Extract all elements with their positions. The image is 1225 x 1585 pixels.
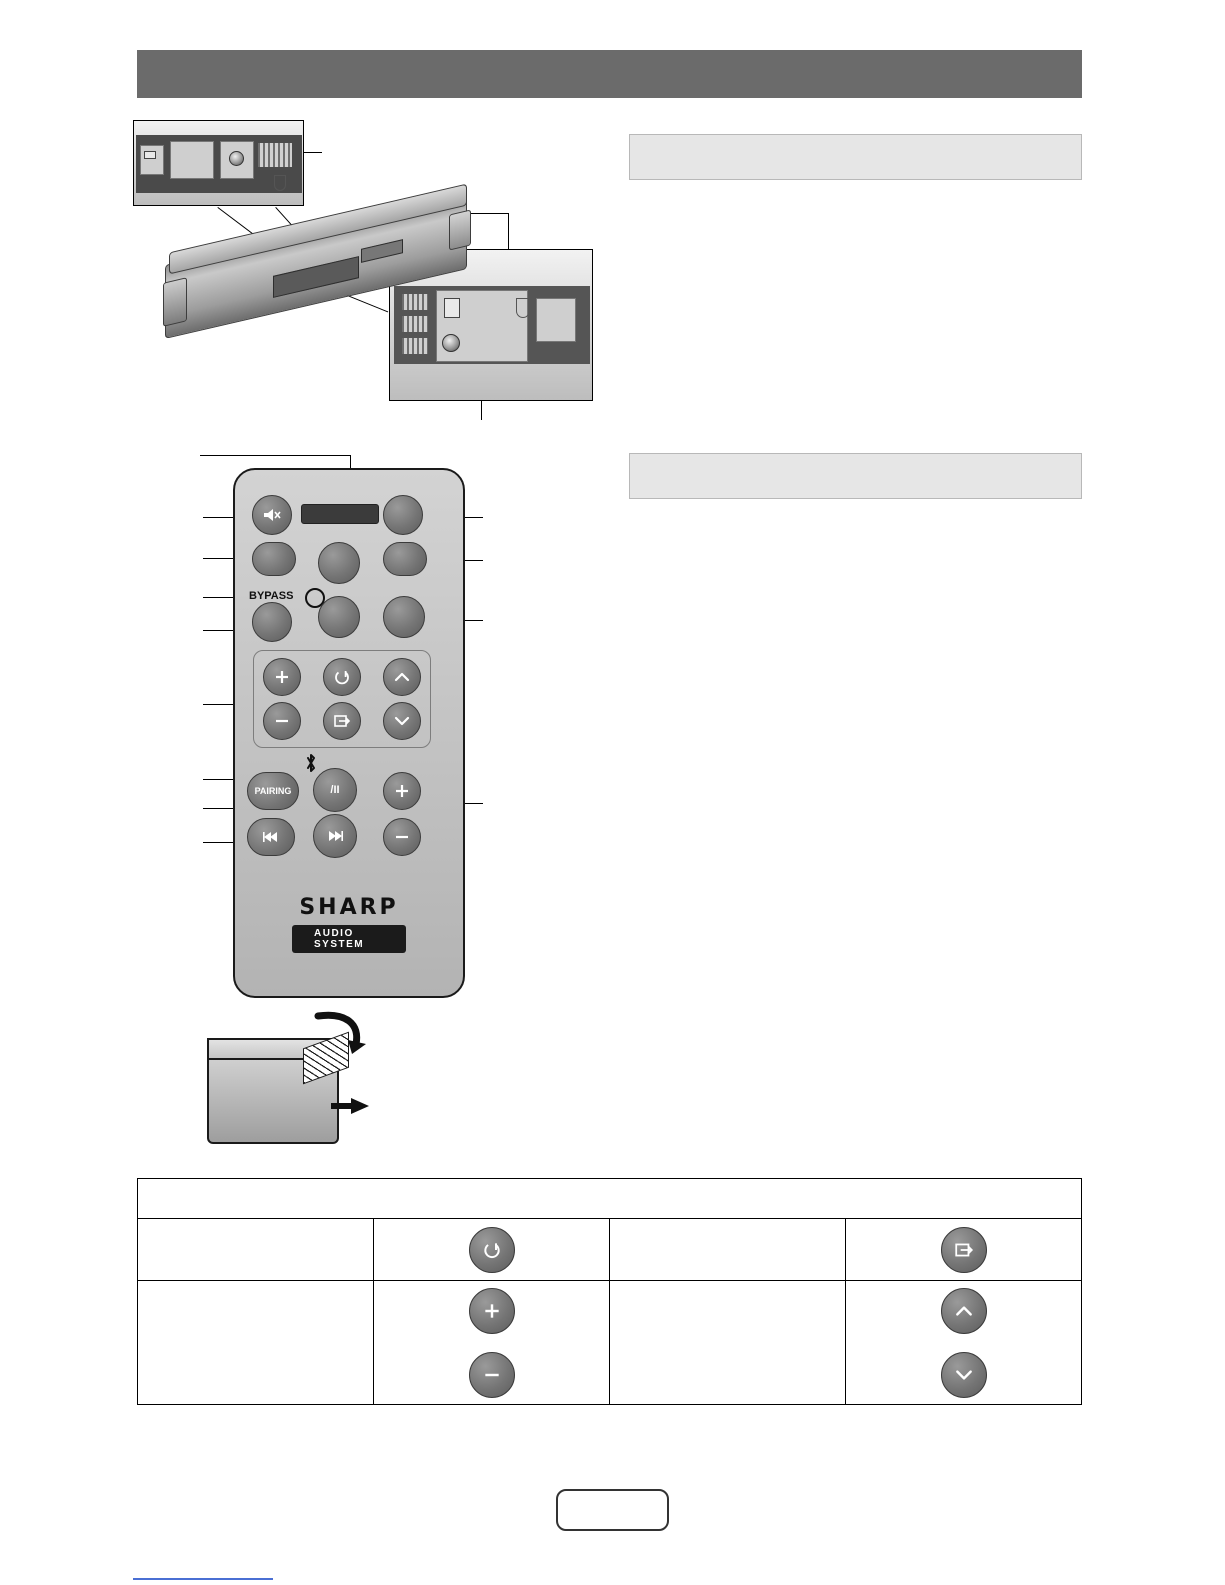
- callout-leader-1: [304, 152, 322, 153]
- minus-icon: [469, 1352, 515, 1398]
- chevron-up-button[interactable]: [383, 658, 421, 696]
- cable-clip: [516, 298, 530, 318]
- vent-grill: [258, 143, 292, 167]
- bass-up-button[interactable]: [383, 772, 421, 810]
- volume-up-button[interactable]: [263, 658, 301, 696]
- surround-button[interactable]: [383, 596, 425, 638]
- table-row: [138, 1281, 1082, 1405]
- battery-tray-illustration: [207, 1028, 357, 1144]
- bass-down-button[interactable]: [383, 818, 421, 856]
- pairing-button[interactable]: [247, 772, 299, 810]
- bluetooth-icon: [303, 752, 319, 774]
- section-heading-box-2: [629, 453, 1082, 499]
- brand-subtitle: AUDIO SYSTEM: [292, 925, 406, 953]
- terminal-block-side: [536, 298, 576, 342]
- remote-control: [233, 468, 465, 998]
- dimmer-button[interactable]: [252, 602, 292, 642]
- bottom-rule: [133, 1578, 273, 1580]
- chevron-down-icon: [941, 1352, 987, 1398]
- table-cell-label-input: [610, 1219, 846, 1281]
- input-icon: [941, 1227, 987, 1273]
- play-pause-label: /II: [330, 784, 340, 796]
- soundbar-unit: [165, 196, 495, 341]
- table-header-row: [138, 1179, 1082, 1219]
- power-icon-button[interactable]: [323, 658, 361, 696]
- button-reference-table: [137, 1178, 1082, 1405]
- bypass-label: BYPASS: [249, 590, 294, 602]
- table-cell-label-volume: [138, 1281, 374, 1405]
- dc-jack: [229, 151, 244, 166]
- mode-button[interactable]: [318, 596, 360, 638]
- rear-terminal-closeup: [133, 120, 304, 206]
- chevron-up-icon: [941, 1288, 987, 1334]
- table-header-cell: [138, 1179, 1082, 1219]
- power-button-top[interactable]: [383, 495, 423, 535]
- sound-mode-button[interactable]: [252, 542, 296, 576]
- ir-window: [301, 504, 379, 524]
- insert-direction-arrow-icon: [312, 1010, 372, 1060]
- table-cell-icon-navigation: [846, 1281, 1082, 1405]
- volume-down-button[interactable]: [263, 702, 301, 740]
- mute-button[interactable]: [252, 495, 292, 535]
- next-track-button[interactable]: [313, 814, 357, 858]
- push-direction-arrow-icon: [325, 1096, 371, 1116]
- brand-logo: SHARP: [299, 895, 399, 920]
- plus-icon: [469, 1288, 515, 1334]
- remote-top-leader: [200, 455, 350, 456]
- page-header-bar: [137, 50, 1082, 98]
- table-cell-label-power: [138, 1219, 374, 1281]
- cable-clip: [274, 175, 286, 191]
- terminal-block-left: [140, 145, 164, 175]
- play-pause-button[interactable]: [313, 768, 357, 812]
- table-cell-icon-power: [374, 1219, 610, 1281]
- center-button[interactable]: [318, 542, 360, 584]
- usb-port: [144, 151, 156, 159]
- table-row: [138, 1219, 1082, 1281]
- soundbar-left-end: [163, 277, 187, 327]
- table-cell-label-navigation: [610, 1281, 846, 1405]
- pairing-label: PAIRING: [254, 786, 292, 796]
- table-cell-icon-volume: [374, 1281, 610, 1405]
- section-heading-box-1: [629, 134, 1082, 180]
- power-icon: [469, 1227, 515, 1273]
- chevron-down-button[interactable]: [383, 702, 421, 740]
- soundbar-right-end: [449, 209, 471, 250]
- table-cell-icon-input: [846, 1219, 1082, 1281]
- input-select-button[interactable]: [323, 702, 361, 740]
- terminal-block-mid: [170, 141, 214, 179]
- page-number-box: [556, 1489, 669, 1531]
- input-button-top[interactable]: [383, 542, 427, 576]
- previous-track-button[interactable]: [247, 818, 295, 856]
